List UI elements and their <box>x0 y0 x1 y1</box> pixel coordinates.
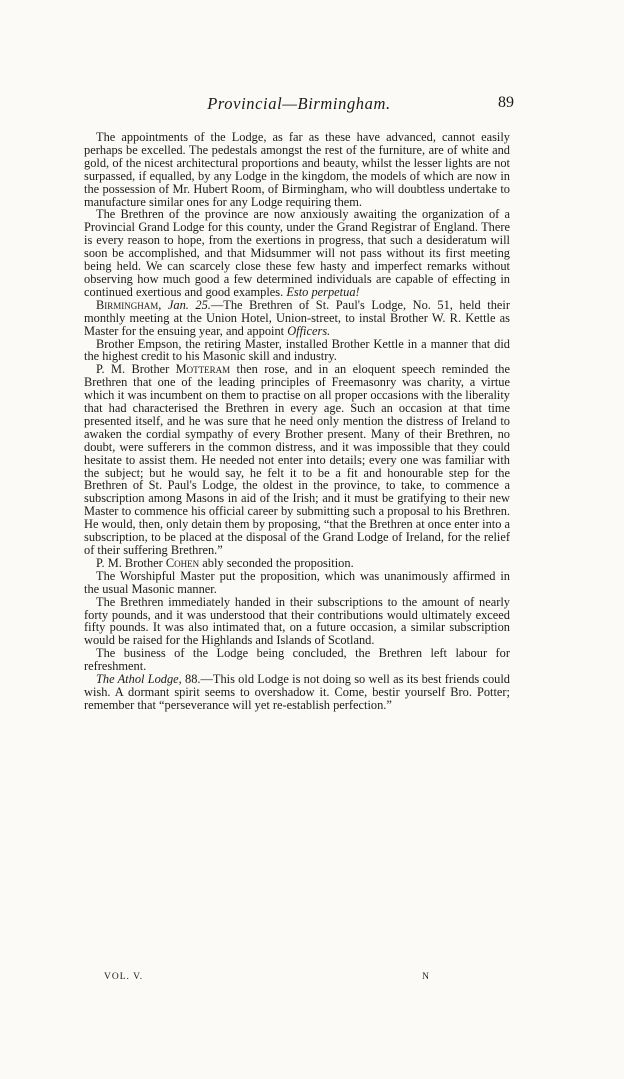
paragraph-refreshment: The business of the Lodge being concluded, the Brethren left labour for refreshment. <box>84 646 510 674</box>
lodge-name: The Athol Lodge, <box>96 672 182 687</box>
title-prefix: P. M. Brother <box>96 362 170 377</box>
brother-name: Cohen <box>165 555 200 570</box>
paragraph-athol-lodge <box>84 673 510 712</box>
page-number: 89 <box>498 94 514 111</box>
paragraph-subscriptions: The Brethren immediately handed in their subscriptions to the amount of nearly forty pounds, and it was understood that their contributions would ultimately exceed fifty pounds. It was also intimated that, on a future occasion, a similar subscription would be raised for the Highlands and Islands of Scotland. <box>84 594 510 648</box>
date: Jan. 25. <box>167 297 211 312</box>
article-body <box>84 131 510 712</box>
paragraph-motteram-speech <box>84 363 510 557</box>
paragraph-text: —The Brethren of St. Paul's Lodge, No. 51, held their monthly meeting at the Union Hotel, Union-street, to instal Brother W. R. Kettle as Master for the ensuing year, and appoint <box>84 297 510 338</box>
paragraph-vote: The Worshipful Master put the proposition, which was unanimously affirmed in the usual Masonic manner. <box>84 568 510 596</box>
paragraph-appointments: The appointments of the Lodge, as far as these have advanced, cannot easily perhaps be excelled. The pedestals amongst the rest of the furniture, are of white and gold, of the nicest architectural proportions and beauty, whilst the lesser lights are not surpassed, if equalled, by any Lodge in the kingdom, the models of which are now in the possession of Mr. Hubert Room, of Birmingham, who will doubtless undertake to manufacture similar ones for any Lodge requiring them. <box>84 130 510 209</box>
signature-mark: N <box>422 972 430 982</box>
paragraph-text: 88.—This old Lodge is not doing so well as its best friends could wish. A dormant spirit seems to overshadow it. Come, bestir yourself Bro. Potter; remember that “perseverance will yet re-establish perfection.” <box>84 672 510 712</box>
brother-name: Motteram <box>175 362 231 377</box>
page-header <box>84 94 514 118</box>
paragraph-provincial-lodge <box>84 208 510 298</box>
paragraph-text: ably seconded the proposition. <box>202 555 354 570</box>
paragraph-st-pauls-meeting <box>84 299 510 338</box>
paragraph-cohen-seconded <box>84 557 510 570</box>
title-prefix: P. M. Brother <box>96 555 163 570</box>
paragraph-text: then rose, and in an eloquent speech reminded the Brethren that one of the leading principles of Freemasonry was charity, a virtue which it was incumbent on them to practise on all proper occasions with the liberality that had characterised the Brethren in every age. Such an occasion at that time presented itself, and he was sure that he need only mention the distress of Ireland to awaken the cordial sympathy of every Brother present. Many of their Brethren, no doubt, were sufferers in the common distress, and it was impossible that they could hesitate to assist them. He needed not enter into details; every one was familiar with the subject; but he would say, he felt it to be a fit and honourable step for the Brethren of St. Paul's Lodge, the oldest in the province, to take, to commence a subscription among Masons in aid of the Irish; and it must be gratifying to their new Master to commence his official career by submitting such a proposal to his Brethren. He would, then, only detain them by proposing, “that the Brethren at once enter into a subscription, to be placed at the disposal of the Grand Lodge of Ireland, for the relief of their suffering Brethren.” <box>84 362 510 557</box>
latin-motto: Esto perpetua! <box>286 284 360 299</box>
place-name: Birmingham, <box>96 297 162 312</box>
volume-marker: VOL. V. <box>104 972 144 982</box>
paragraph-text: The Brethren of the province are now anxiously awaiting the organization of a Provincial Grand Lodge for this county, under the Grand Registrar of England. There is every reason to hope, from the exertions in progress, that such a desideratum will soon be accomplished, and that Midsummer will not pass without its first meeting being held. We can scarcely close these few hasty and imperfect remarks without observing how much good a few determined individuals are capable of effecting in continued exertious and good examples. <box>84 207 510 299</box>
running-title: Provincial—Birmingham. <box>207 94 391 113</box>
paragraph-installation: Brother Empson, the retiring Master, installed Brother Kettle in a manner that did the highest credit to his Masonic skill and industry. <box>84 336 510 364</box>
officers-word: Officers. <box>287 323 331 338</box>
